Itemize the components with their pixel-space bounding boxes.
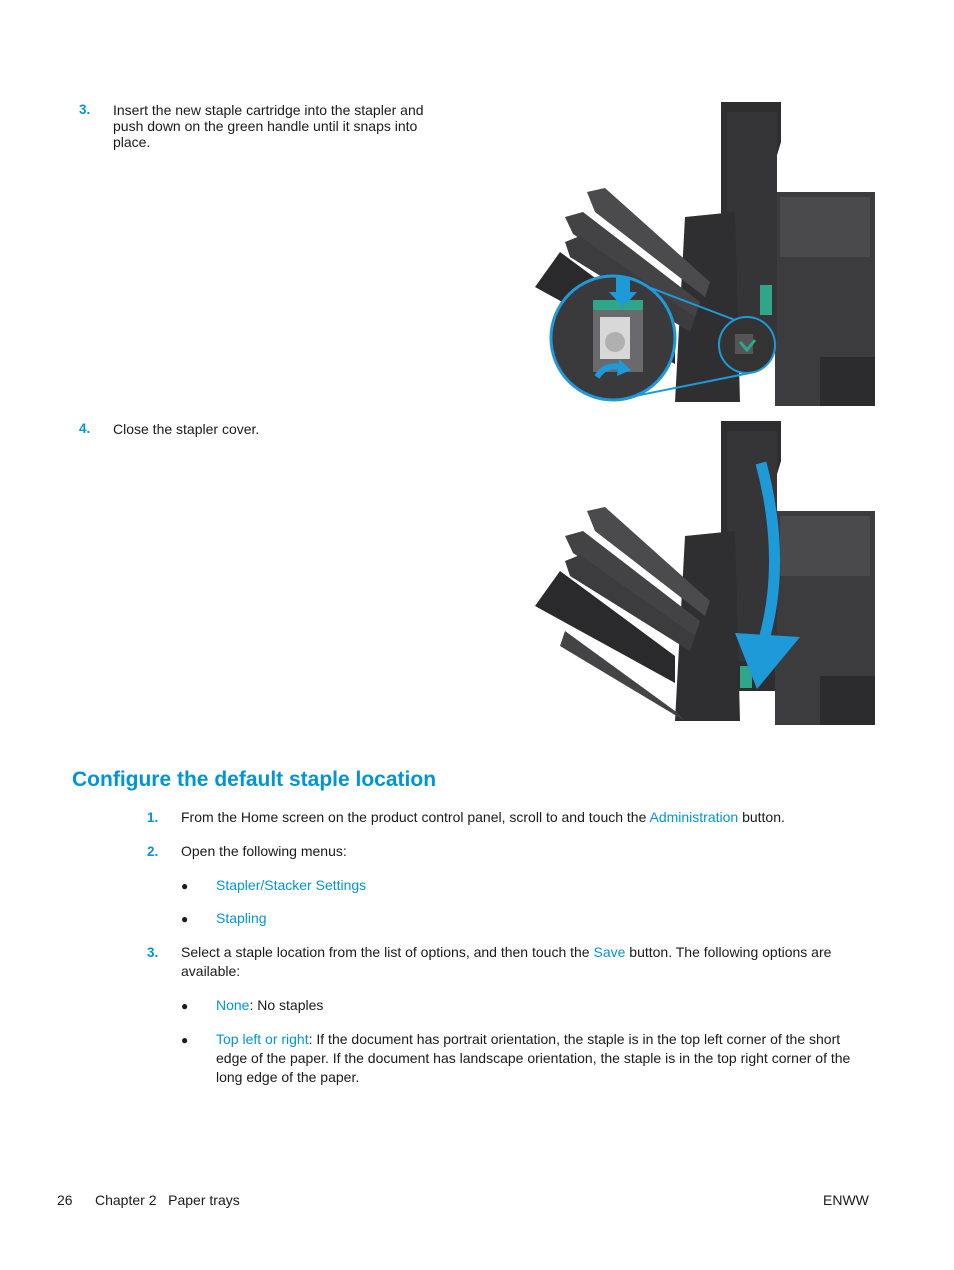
option-name: Top left or right	[216, 1031, 309, 1047]
option-desc: : No staples	[249, 997, 324, 1013]
step-text	[181, 808, 871, 827]
menu-item: Stapling	[216, 910, 267, 926]
stapler-cartridge-insert-illustration	[535, 102, 875, 406]
step-text-before: Select a staple location from the list of options, and then touch the	[181, 944, 594, 960]
option-desc: : If the document has portrait orientation, the staple is in the top left corner of the short edge of the paper. If the document has landscape orientation, the staple is in the top right corner of the long edge of the paper.	[216, 1031, 851, 1085]
option-name: None	[216, 997, 250, 1013]
step-number: 3.	[147, 945, 159, 960]
option-item	[216, 996, 323, 1015]
section-heading: Configure the default staple location	[72, 768, 437, 791]
step-number: 2.	[147, 844, 159, 859]
bullet-icon: ●	[181, 879, 189, 893]
page-number: 26	[57, 1192, 73, 1208]
step-text	[181, 943, 871, 981]
step-text: Insert the new staple cartridge into the stapler and push down on the green handle until it snaps into place.	[113, 102, 424, 150]
bullet-icon: ●	[181, 999, 189, 1013]
step-text: Close the stapler cover.	[113, 421, 260, 437]
save-button-ref: Save	[593, 944, 626, 960]
step-text: Open the following menus:	[181, 843, 347, 859]
option-item	[216, 1030, 866, 1087]
bullet-icon: ●	[181, 1033, 189, 1047]
bullet-icon: ●	[181, 912, 189, 926]
step-number: 3.	[79, 102, 91, 117]
step-number: 1.	[147, 810, 159, 825]
step-number: 4.	[79, 421, 91, 436]
step-text-after: button.	[738, 809, 785, 825]
step-text-after: button. The following options are available:	[181, 944, 832, 979]
footer-right-label: ENWW	[823, 1192, 869, 1208]
chapter-title: Chapter 2 Paper trays	[95, 1192, 240, 1208]
menu-item: Stapler/Stacker Settings	[216, 877, 367, 893]
close-stapler-cover-illustration	[535, 421, 875, 725]
step-text-before: From the Home screen on the product control panel, scroll to and touch the	[181, 809, 650, 825]
administration-button-ref: Administration	[649, 809, 739, 825]
